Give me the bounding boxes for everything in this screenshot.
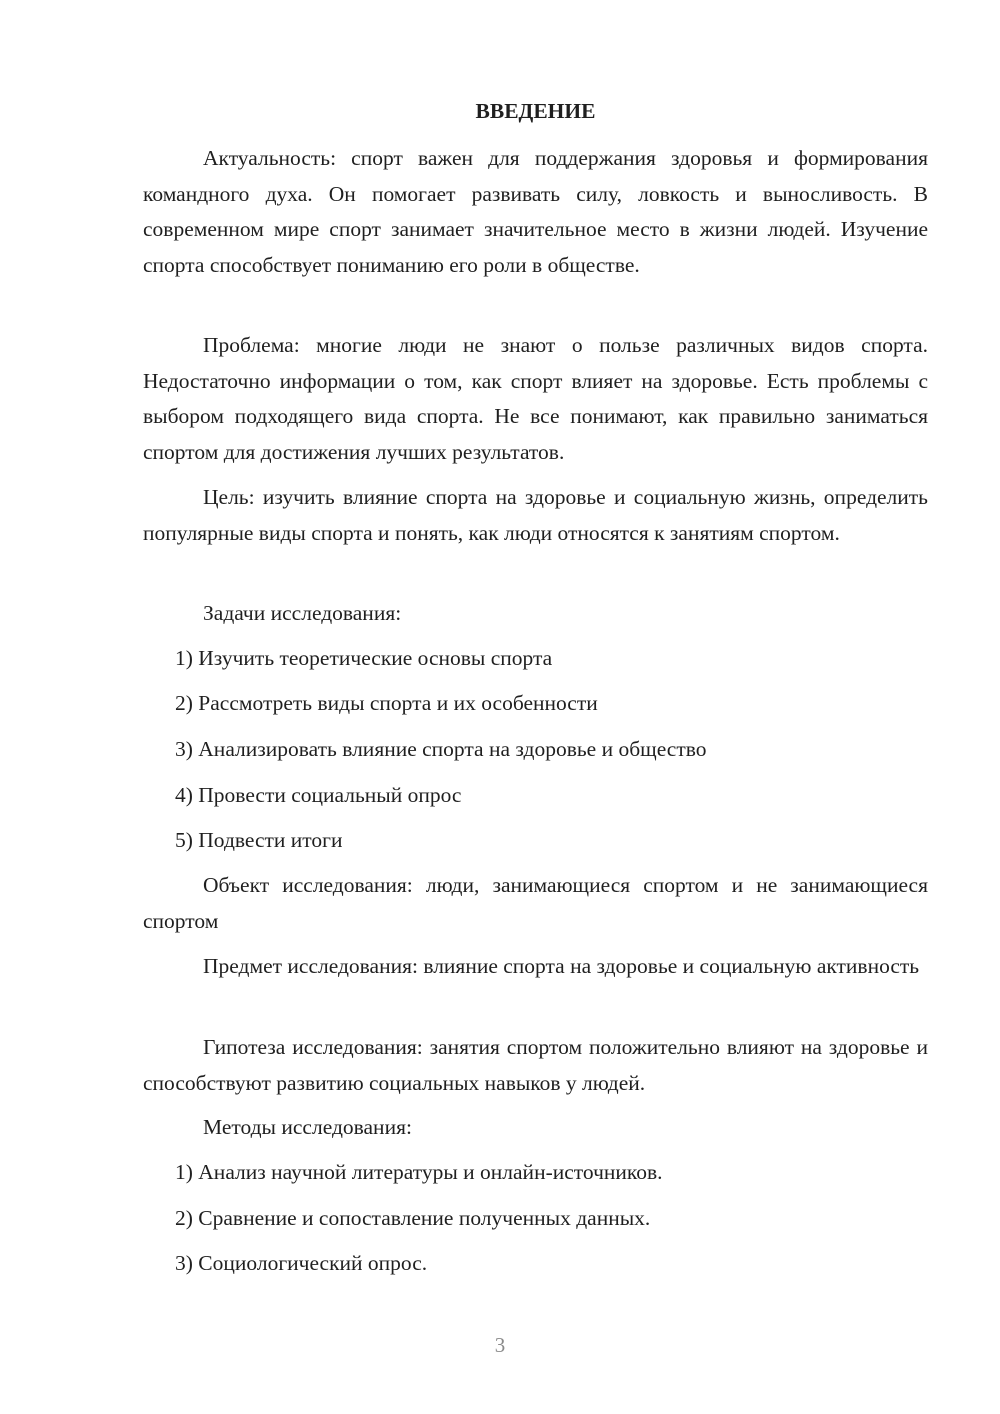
list-item: 2) Сравнение и сопоставление полученных данных. — [175, 1206, 651, 1230]
list-item: 3) Социологический опрос. — [175, 1251, 428, 1275]
page-number: 3 — [494, 1333, 506, 1357]
list-item: 5) Подвести итоги — [175, 828, 343, 852]
list-item: 2) Рассмотреть виды спорта и их особенности — [175, 691, 598, 715]
relevance-paragraph: Актуальность: спорт важен для поддержания здоровья и формирования командного духа. Он помогает развивать силу, ловкость и выносливость. В современном мире спорт занимает значительное место в жизни людей. Изучение спорта способствует пониманию его роли в обществе. — [143, 146, 928, 277]
list-item: 1) Анализ научной литературы и онлайн-источников. — [175, 1160, 663, 1184]
object-paragraph: Объект исследования: люди, занимающиеся спортом и не занимающиеся спортом — [143, 873, 928, 933]
subject-paragraph: Предмет исследования: влияние спорта на здоровье и социальную активность — [203, 954, 920, 978]
tasks-heading: Задачи исследования: — [203, 601, 402, 625]
methods-heading: Методы исследования: — [203, 1115, 412, 1139]
list-item: 1) Изучить теоретические основы спорта — [175, 646, 553, 670]
list-item: 4) Провести социальный опрос — [175, 783, 462, 807]
list-item: 3) Анализировать влияние спорта на здоровье и общество — [175, 737, 707, 761]
page-title: ВВЕДЕНИЕ — [475, 99, 596, 123]
hypothesis-paragraph: Гипотеза исследования: занятия спортом положительно влияют на здоровье и способствуют развитию социальных навыков у людей. — [143, 1035, 928, 1095]
problem-paragraph: Проблема: многие люди не знают о пользе различных видов спорта. Недостаточно информации о том, как спорт влияет на здоровье. Есть проблемы с выбором подходящего вида спорта. Не все понимают, как правильно заниматься спортом для достижения лучших результатов. — [143, 333, 928, 464]
goal-paragraph: Цель: изучить влияние спорта на здоровье и социальную жизнь, определить популярные виды спорта и понять, как люди относятся к занятиям спортом. — [143, 485, 928, 545]
